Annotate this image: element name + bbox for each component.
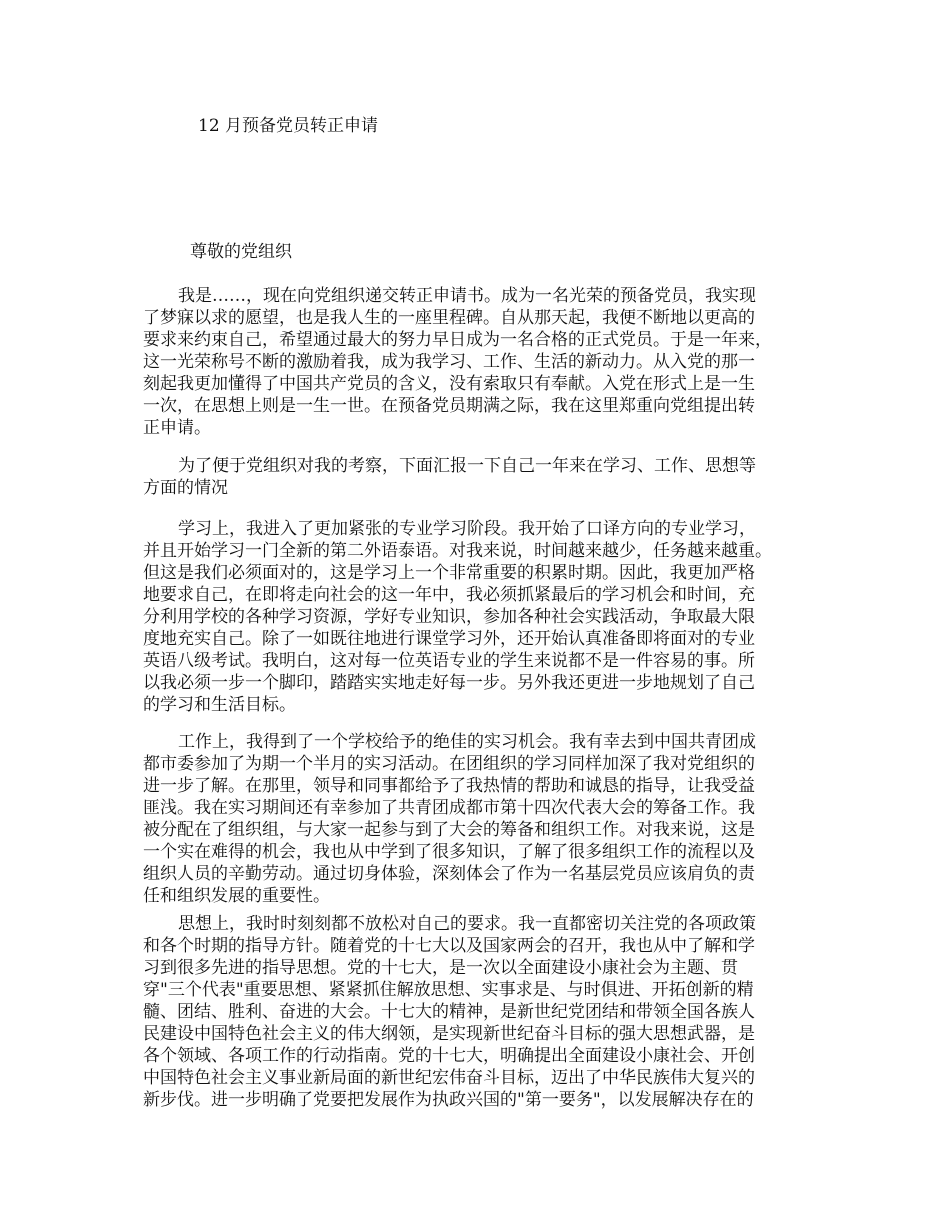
paragraph-thought: [143, 913, 823, 1111]
text-line: 组织人员的辛勤劳动。通过切身体验，深刻体会了作为一名基层党员应该肩负的责: [143, 864, 755, 884]
text-line: 和各个时期的指导方针。随着党的十七大以及国家两会的召开，我也从中了解和学: [143, 936, 755, 956]
paragraph-introduction: [143, 285, 823, 439]
paragraph-work: [143, 731, 823, 907]
text-line: 但这是我们必须面对的，这是学习上一个非常重要的积累时期。因此，我更加严格: [143, 563, 755, 583]
text-line: 的学习和生活目标。: [143, 695, 296, 715]
text-line: 一次，在思想上则是一生一世。在预备党员期满之际，我在这里郑重向党组提出转: [143, 396, 755, 416]
text-line: 方面的情况: [143, 478, 228, 498]
text-line: 穿"三个代表"重要思想、紧紧抓住解放思想、实事求是、与时俱进、开拓创新的精: [143, 980, 754, 1000]
text-line: 了梦寐以求的愿望，也是我人生的一座里程碑。自从那天起，我便不断地以更高的: [143, 308, 755, 328]
text-line: 这一光荣称号不断的激励着我，成为我学习、工作、生活的新动力。从入党的那一: [143, 352, 755, 372]
text-line: 新步伐。进一步明确了党要把发展作为执政兴国的"第一要务"，以发展解决存在的: [143, 1090, 754, 1110]
text-line: 被分配在了组织组，与大家一起参与到了大会的筹备和组织工作。对我来说，这是: [143, 820, 755, 840]
text-line: 正申请。: [143, 418, 211, 438]
text-line: 要求来约束自己，希望通过最大的努力早日成为一名合格的正式党员。于是一年来，: [143, 330, 772, 350]
text-line: 刻起我更加懂得了中国共产党员的含义，没有索取只有奉献。入党在形式上是一生: [143, 374, 755, 394]
document-title: 12 月预备党员转正申请: [198, 116, 379, 136]
text-line: 都市委参加了为期一个半月的实习活动。在团组织的学习同样加深了我对党组织的: [143, 754, 755, 774]
text-line: 进一步了解。在那里，领导和同事都给予了我热情的帮助和诚恳的指导，让我受益: [143, 776, 755, 796]
text-line: 我是……，现在向党组织递交转正申请书。成为一名光荣的预备党员，我实现: [178, 286, 756, 306]
text-line: 民建设中国特色社会主义的伟大纲领，是实现新世纪奋斗目标的强大思想武器，是: [143, 1024, 755, 1044]
text-line: 地要求自己，在即将走向社会的这一年中，我必须抓紧最后的学习机会和时间，充: [143, 585, 755, 605]
text-line: 分利用学校的各种学习资源，学好专业知识，参加各种社会实践活动，争取最大限: [143, 607, 755, 627]
text-line: 各个领域、各项工作的行动指南。党的十七大，明确提出全面建设小康社会、开创: [143, 1046, 755, 1066]
text-line: 为了便于党组织对我的考察，下面汇报一下自己一年来在学习、工作、思想等: [178, 456, 756, 476]
text-line: 度地充实自己。除了一如既往地进行课堂学习外，还开始认真准备即将面对的专业: [143, 629, 755, 649]
text-line: 并且开始学习一门全新的第二外语泰语。对我来说，时间越来越少，任务越来越重。: [143, 541, 772, 561]
paragraph-report-intro: [143, 455, 823, 499]
text-line: 匪浅。我在实习期间还有幸参加了共青团成都市第十四次代表大会的筹备工作。我: [143, 798, 755, 818]
text-line: 学习上，我进入了更加紧张的专业学习阶段。我开始了口译方向的专业学习，: [178, 519, 756, 539]
paragraph-study: [143, 518, 823, 716]
text-line: 一个实在难得的机会，我也从中学到了很多知识，了解了很多组织工作的流程以及: [143, 842, 755, 862]
salutation: 尊敬的党组织: [190, 242, 292, 262]
text-line: 任和组织发展的重要性。: [143, 886, 330, 906]
text-line: 工作上，我得到了一个学校给予的绝佳的实习机会。我有幸去到中国共青团成: [178, 732, 756, 752]
text-line: 习到很多先进的指导思想。党的十七大，是一次以全面建设小康社会为主题、贯: [143, 958, 738, 978]
text-line: 思想上，我时时刻刻都不放松对自己的要求。我一直都密切关注党的各项政策: [178, 914, 756, 934]
text-line: 英语八级考试。我明白，这对每一位英语专业的学生来说都不是一件容易的事。所: [143, 651, 755, 671]
text-line: 髓、团结、胜利、奋进的大会。十七大的精神，是新世纪党团结和带领全国各族人: [143, 1002, 755, 1022]
text-line: 以我必须一步一个脚印，踏踏实实地走好每一步。另外我还更进一步地规划了自己: [143, 673, 755, 693]
text-line: 中国特色社会主义事业新局面的新世纪宏伟奋斗目标，迈出了中华民族伟大复兴的: [143, 1068, 755, 1088]
